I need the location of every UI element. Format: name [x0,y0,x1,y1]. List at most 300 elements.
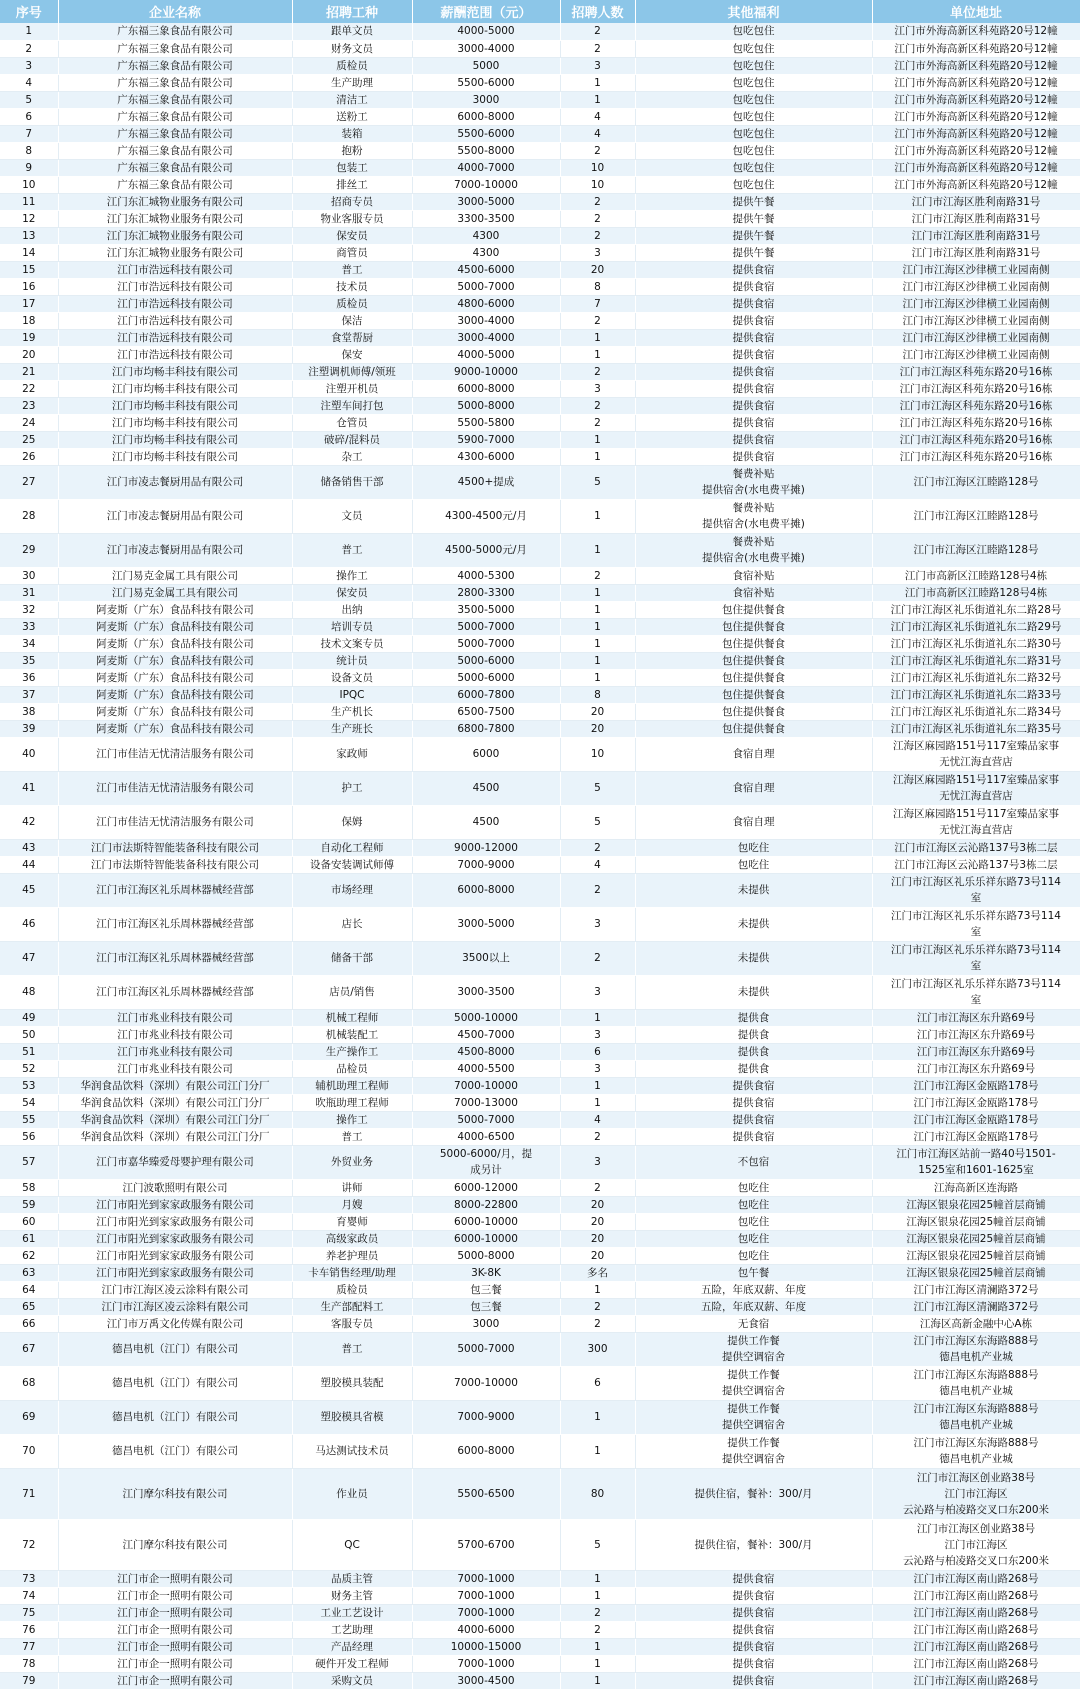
cell-headcount: 2 [560,941,635,975]
header-benefits: 其他福利 [635,0,872,23]
cell-headcount: 4 [560,125,635,142]
cell-company: 江门市浩远科技有限公司 [58,329,292,346]
cell-benefits: 包吃住 [635,1213,872,1230]
cell-headcount: 1 [560,584,635,601]
cell-benefits: 包吃包住 [635,108,872,125]
cell-index: 73 [0,1570,58,1587]
cell-salary: 4500+提成 [412,465,560,499]
cell-benefits: 包住提供餐食 [635,601,872,618]
cell-address: 江门市江海区沙律横工业园南侧 [872,261,1080,278]
cell-benefits: 餐费补贴 提供宿舍(水电费平摊) [635,465,872,499]
cell-salary: 3000-3500 [412,975,560,1009]
cell-job: 生产助理 [292,74,412,91]
cell-index: 18 [0,312,58,329]
cell-address: 江门市江海区胜利南路31号 [872,210,1080,227]
cell-job: 客服专员 [292,1315,412,1332]
cell-headcount: 1 [560,533,635,567]
cell-benefits: 未提供 [635,975,872,1009]
cell-index: 19 [0,329,58,346]
cell-company: 江门市万禹文化传媒有限公司 [58,1315,292,1332]
table-row [0,839,1080,856]
cell-address: 江门市江海区科苑东路20号16栋 [872,380,1080,397]
cell-address: 江门市江海区清澜路372号 [872,1298,1080,1315]
table-row [0,1060,1080,1077]
cell-address: 江海区银泉花园25幢首层商铺 [872,1196,1080,1213]
cell-salary: 4500-8000 [412,1043,560,1060]
cell-address: 江海区银泉花园25幢首层商铺 [872,1247,1080,1264]
cell-company: 江门市企一照明有限公司 [58,1655,292,1672]
cell-address: 江门市江海区礼乐街道礼东二路29号 [872,618,1080,635]
cell-salary: 5000-8000 [412,397,560,414]
cell-index: 32 [0,601,58,618]
table-row [0,1332,1080,1366]
cell-job: 跟单文员 [292,23,412,40]
cell-index: 36 [0,669,58,686]
cell-index: 45 [0,873,58,907]
cell-index: 23 [0,397,58,414]
table-row [0,686,1080,703]
cell-index: 30 [0,567,58,584]
cell-company: 江门市阳光到家家政服务有限公司 [58,1196,292,1213]
table-row [0,1145,1080,1179]
cell-job: 注塑调机师傅/领班 [292,363,412,380]
cell-benefits: 提供食 [635,1060,872,1077]
table-row [0,329,1080,346]
table-row [0,941,1080,975]
cell-address: 江门市江海区南山路268号 [872,1621,1080,1638]
cell-job: 品质主管 [292,1570,412,1587]
cell-salary: 4500-6000 [412,261,560,278]
table-row [0,295,1080,312]
cell-salary: 7000-1000 [412,1655,560,1672]
cell-salary: 4000-5500 [412,1060,560,1077]
table-row [0,1621,1080,1638]
cell-address: 江门市江海区胜利南路31号 [872,244,1080,261]
cell-headcount: 1 [560,1434,635,1468]
cell-benefits: 食宿自理 [635,771,872,805]
cell-benefits: 包住提供餐食 [635,618,872,635]
table-row [0,1281,1080,1298]
cell-index: 48 [0,975,58,1009]
cell-salary: 7000-10000 [412,1077,560,1094]
cell-job: 护工 [292,771,412,805]
cell-benefits: 包吃住 [635,1179,872,1196]
table-row [0,1009,1080,1026]
table-row [0,618,1080,635]
cell-address: 江门市江海区南山路268号 [872,1672,1080,1689]
cell-headcount: 1 [560,618,635,635]
cell-benefits: 提供食 [635,1043,872,1060]
cell-headcount: 2 [560,142,635,159]
cell-salary: 3000-5000 [412,193,560,210]
cell-address: 江门市江海区南山路268号 [872,1638,1080,1655]
cell-company: 广东福三象食品有限公司 [58,57,292,74]
cell-address: 江门市江海区沙律横工业园南侧 [872,346,1080,363]
cell-job: 物业客服专员 [292,210,412,227]
cell-company: 广东福三象食品有限公司 [58,176,292,193]
cell-company: 广东福三象食品有限公司 [58,159,292,176]
cell-address: 江门市江海区礼乐街道礼东二路31号 [872,652,1080,669]
cell-index: 35 [0,652,58,669]
cell-address: 江门市江海区科苑东路20号16栋 [872,414,1080,431]
cell-company: 江门市阳光到家家政服务有限公司 [58,1230,292,1247]
cell-address: 江门市外海高新区科苑路20号12幢 [872,176,1080,193]
cell-benefits: 包吃包住 [635,57,872,74]
cell-salary: 7000-13000 [412,1094,560,1111]
cell-salary: 5000 [412,57,560,74]
cell-headcount: 2 [560,312,635,329]
cell-benefits: 提供食宿 [635,329,872,346]
cell-benefits: 提供食宿 [635,1638,872,1655]
cell-address: 江门市外海高新区科苑路20号12幢 [872,57,1080,74]
cell-benefits: 餐费补贴 提供宿舍(水电费平摊) [635,533,872,567]
cell-company: 江门市佳洁无忧清洁服务有限公司 [58,737,292,771]
cell-company: 江门市阳光到家家政服务有限公司 [58,1264,292,1281]
cell-job: 商管员 [292,244,412,261]
cell-address: 江门市江海区礼乐街道礼东二路28号 [872,601,1080,618]
cell-headcount: 20 [560,720,635,737]
cell-index: 37 [0,686,58,703]
cell-job: 培训专员 [292,618,412,635]
cell-job: 注塑车间打包 [292,397,412,414]
table-row [0,1128,1080,1145]
cell-job: 工业工艺设计 [292,1604,412,1621]
table-row [0,261,1080,278]
table-row [0,57,1080,74]
table-row [0,1366,1080,1400]
cell-company: 江门市均畅丰科技有限公司 [58,414,292,431]
cell-index: 8 [0,142,58,159]
cell-salary: 6500-7500 [412,703,560,720]
cell-job: 塑胶模具装配 [292,1366,412,1400]
cell-headcount: 1 [560,1009,635,1026]
cell-index: 43 [0,839,58,856]
cell-job: 外贸业务 [292,1145,412,1179]
cell-address: 江门市江海区胜利南路31号 [872,193,1080,210]
cell-benefits: 提供食宿 [635,1604,872,1621]
cell-salary: 4000-7000 [412,159,560,176]
cell-benefits: 包吃住 [635,839,872,856]
cell-index: 13 [0,227,58,244]
cell-salary: 3500-5000 [412,601,560,618]
cell-benefits: 五险，年底双薪、年度 [635,1281,872,1298]
cell-headcount: 6 [560,1366,635,1400]
cell-index: 74 [0,1587,58,1604]
cell-headcount: 2 [560,1128,635,1145]
cell-benefits: 包吃住 [635,1247,872,1264]
cell-salary: 5500-6000 [412,74,560,91]
cell-index: 75 [0,1604,58,1621]
cell-index: 2 [0,40,58,57]
cell-job: 保洁 [292,312,412,329]
cell-address: 江门市江海区礼乐街道礼东二路33号 [872,686,1080,703]
cell-address: 江门市江海区东海路888号 德昌电机产业城 [872,1400,1080,1434]
cell-benefits: 包吃包住 [635,91,872,108]
cell-headcount: 3 [560,57,635,74]
cell-salary: 4300 [412,227,560,244]
cell-salary: 包三餐 [412,1298,560,1315]
table-row [0,1077,1080,1094]
cell-job: 育婴师 [292,1213,412,1230]
cell-headcount: 4 [560,1111,635,1128]
cell-headcount: 4 [560,108,635,125]
cell-benefits: 提供食宿 [635,346,872,363]
cell-address: 江门市江海区沙律横工业园南侧 [872,295,1080,312]
cell-address: 江门市江海区科苑东路20号16栋 [872,363,1080,380]
table-row [0,1247,1080,1264]
cell-job: 质检员 [292,295,412,312]
cell-job: 破碎/混料员 [292,431,412,448]
cell-benefits: 餐费补贴 提供宿舍(水电费平摊) [635,499,872,533]
cell-job: 操作工 [292,567,412,584]
table-row [0,244,1080,261]
cell-benefits: 包吃包住 [635,23,872,40]
cell-company: 江门市江海区礼乐周林器械经营部 [58,941,292,975]
cell-benefits: 提供工作餐 提供空调宿舍 [635,1400,872,1434]
cell-company: 江门市江海区礼乐周林器械经营部 [58,907,292,941]
cell-salary: 5000-6000 [412,669,560,686]
cell-benefits: 提供住宿，餐补：300/月 [635,1468,872,1519]
cell-company: 江门市浩远科技有限公司 [58,346,292,363]
cell-benefits: 提供午餐 [635,227,872,244]
cell-job: 普工 [292,1128,412,1145]
cell-address: 江海区高新金融中心A栋 [872,1315,1080,1332]
cell-address: 江门市江海区礼乐乐祥东路73号114 室 [872,907,1080,941]
cell-headcount: 7 [560,295,635,312]
cell-company: 江门市佳洁无忧清洁服务有限公司 [58,805,292,839]
cell-index: 62 [0,1247,58,1264]
cell-address: 江门市江海区金瓯路178号 [872,1111,1080,1128]
cell-benefits: 包吃包住 [635,176,872,193]
cell-address: 江门市江海区东海路888号 德昌电机产业城 [872,1434,1080,1468]
cell-company: 江门东汇城物业服务有限公司 [58,193,292,210]
cell-salary: 3300-3500 [412,210,560,227]
cell-headcount: 2 [560,839,635,856]
cell-job: 装箱 [292,125,412,142]
cell-job: IPQC [292,686,412,703]
cell-headcount: 2 [560,1298,635,1315]
cell-benefits: 包吃包住 [635,159,872,176]
cell-salary: 4500 [412,805,560,839]
cell-index: 11 [0,193,58,210]
cell-headcount: 10 [560,159,635,176]
cell-company: 阿麦斯（广东）食品科技有限公司 [58,635,292,652]
cell-index: 39 [0,720,58,737]
cell-salary: 7000-10000 [412,176,560,193]
table-row [0,1298,1080,1315]
table-row [0,771,1080,805]
table-row [0,23,1080,40]
cell-salary: 5500-5800 [412,414,560,431]
cell-job: 机械装配工 [292,1026,412,1043]
table-row [0,1638,1080,1655]
cell-headcount: 1 [560,1281,635,1298]
cell-address: 江海区麻园路151号117室臻品家事 无忧江海直营店 [872,737,1080,771]
cell-benefits: 提供食宿 [635,380,872,397]
cell-salary: 7000-1000 [412,1587,560,1604]
cell-address: 江门市江海区礼乐街道礼东二路32号 [872,669,1080,686]
cell-salary: 5900-7000 [412,431,560,448]
cell-benefits: 提供食宿 [635,261,872,278]
cell-headcount: 3 [560,1026,635,1043]
cell-job: 清洁工 [292,91,412,108]
cell-index: 1 [0,23,58,40]
cell-address: 江门市江海区南山路268号 [872,1655,1080,1672]
cell-job: 注塑开机员 [292,380,412,397]
cell-company: 江门市阳光到家家政服务有限公司 [58,1213,292,1230]
table-row [0,74,1080,91]
cell-index: 69 [0,1400,58,1434]
cell-benefits: 包吃包住 [635,74,872,91]
cell-company: 江门市兆业科技有限公司 [58,1043,292,1060]
cell-headcount: 1 [560,652,635,669]
cell-address: 江门市江海区创业路38号 江门市江海区 云沁路与柏凌路交叉口东200米 [872,1468,1080,1519]
cell-address: 江门市江海区云沁路137号3栋二层 [872,856,1080,873]
cell-headcount: 8 [560,686,635,703]
table-row [0,1587,1080,1604]
cell-headcount: 8 [560,278,635,295]
cell-company: 广东福三象食品有限公司 [58,91,292,108]
table-row [0,1519,1080,1570]
cell-benefits: 提供食宿 [635,1587,872,1604]
cell-job: 保安员 [292,227,412,244]
table-row [0,1264,1080,1281]
cell-headcount: 1 [560,1587,635,1604]
table-row [0,176,1080,193]
cell-job: 包装工 [292,159,412,176]
cell-index: 21 [0,363,58,380]
cell-company: 江门东汇城物业服务有限公司 [58,227,292,244]
cell-address: 江门市江海区金瓯路178号 [872,1128,1080,1145]
cell-company: 江门市兆业科技有限公司 [58,1026,292,1043]
cell-salary: 6800-7800 [412,720,560,737]
cell-salary: 3000 [412,91,560,108]
cell-headcount: 300 [560,1332,635,1366]
cell-address: 江门市外海高新区科苑路20号12幢 [872,142,1080,159]
table-row [0,210,1080,227]
cell-salary: 5000-7000 [412,1332,560,1366]
cell-job: 家政师 [292,737,412,771]
cell-index: 65 [0,1298,58,1315]
table-row [0,907,1080,941]
cell-company: 广东福三象食品有限公司 [58,125,292,142]
cell-job: 文员 [292,499,412,533]
cell-job: 店长 [292,907,412,941]
cell-salary: 3K-8K [412,1264,560,1281]
cell-salary: 4800-6000 [412,295,560,312]
cell-address: 江门市江海区胜利南路31号 [872,227,1080,244]
cell-benefits: 提供食宿 [635,312,872,329]
cell-company: 江门市凌志餐厨用品有限公司 [58,465,292,499]
cell-job: 生产班长 [292,720,412,737]
cell-index: 6 [0,108,58,125]
cell-index: 44 [0,856,58,873]
cell-salary: 6000 [412,737,560,771]
table-row [0,414,1080,431]
cell-index: 40 [0,737,58,771]
cell-company: 德昌电机（江门）有限公司 [58,1434,292,1468]
cell-headcount: 1 [560,1655,635,1672]
cell-benefits: 提供食宿 [635,1621,872,1638]
table-row [0,193,1080,210]
cell-job: 操作工 [292,1111,412,1128]
cell-company: 江门市浩远科技有限公司 [58,278,292,295]
cell-salary: 5500-6500 [412,1468,560,1519]
cell-address: 江海高新区连海路 [872,1179,1080,1196]
cell-index: 38 [0,703,58,720]
table-row [0,1468,1080,1519]
cell-company: 江门东汇城物业服务有限公司 [58,244,292,261]
cell-benefits: 包午餐 [635,1264,872,1281]
cell-index: 7 [0,125,58,142]
cell-headcount: 20 [560,1196,635,1213]
cell-address: 江门市江海区东升路69号 [872,1060,1080,1077]
cell-address: 江海区麻园路151号117室臻品家事 无忧江海直营店 [872,771,1080,805]
cell-salary: 10000-15000 [412,1638,560,1655]
cell-job: 设备文员 [292,669,412,686]
cell-headcount: 3 [560,975,635,1009]
cell-job: 抱粉 [292,142,412,159]
cell-company: 华润食品饮料（深圳）有限公司江门分厂 [58,1094,292,1111]
cell-headcount: 6 [560,1043,635,1060]
cell-job: 质检员 [292,1281,412,1298]
cell-salary: 6000-12000 [412,1179,560,1196]
cell-salary: 5500-6000 [412,125,560,142]
cell-address: 江门市江海区南山路268号 [872,1587,1080,1604]
table-row [0,1179,1080,1196]
cell-benefits: 提供食宿 [635,1077,872,1094]
cell-company: 江门市企一照明有限公司 [58,1604,292,1621]
cell-address: 江门市江海区金瓯路178号 [872,1077,1080,1094]
cell-salary: 7000-9000 [412,1400,560,1434]
cell-company: 阿麦斯（广东）食品科技有限公司 [58,652,292,669]
cell-company: 江门市企一照明有限公司 [58,1570,292,1587]
cell-salary: 6000-8000 [412,380,560,397]
cell-job: 自动化工程师 [292,839,412,856]
cell-address: 江门市江海区江睦路128号 [872,499,1080,533]
table-row [0,397,1080,414]
cell-company: 广东福三象食品有限公司 [58,74,292,91]
cell-company: 阿麦斯（广东）食品科技有限公司 [58,618,292,635]
cell-salary: 4300-4500元/月 [412,499,560,533]
table-row [0,1213,1080,1230]
cell-benefits: 提供食宿 [635,1570,872,1587]
cell-index: 56 [0,1128,58,1145]
cell-address: 江门市江海区江睦路128号 [872,533,1080,567]
cell-company: 德昌电机（江门）有限公司 [58,1332,292,1366]
cell-headcount: 20 [560,1230,635,1247]
table-row [0,1604,1080,1621]
cell-benefits: 提供食宿 [635,278,872,295]
cell-company: 阿麦斯（广东）食品科技有限公司 [58,669,292,686]
cell-headcount: 2 [560,414,635,431]
cell-address: 江门市外海高新区科苑路20号12幢 [872,74,1080,91]
cell-job: 店员/销售 [292,975,412,1009]
cell-salary: 7000-9000 [412,856,560,873]
cell-salary: 5000-6000/月，提 成另计 [412,1145,560,1179]
cell-benefits: 提供食 [635,1026,872,1043]
cell-headcount: 20 [560,1213,635,1230]
cell-address: 江门市江海区东海路888号 德昌电机产业城 [872,1366,1080,1400]
cell-benefits: 包吃包住 [635,142,872,159]
cell-address: 江门市江海区金瓯路178号 [872,1094,1080,1111]
cell-salary: 3000-4500 [412,1672,560,1689]
cell-benefits: 未提供 [635,907,872,941]
cell-company: 江门摩尔科技有限公司 [58,1519,292,1570]
cell-salary: 6000-8000 [412,108,560,125]
cell-index: 66 [0,1315,58,1332]
cell-salary: 5700-6700 [412,1519,560,1570]
